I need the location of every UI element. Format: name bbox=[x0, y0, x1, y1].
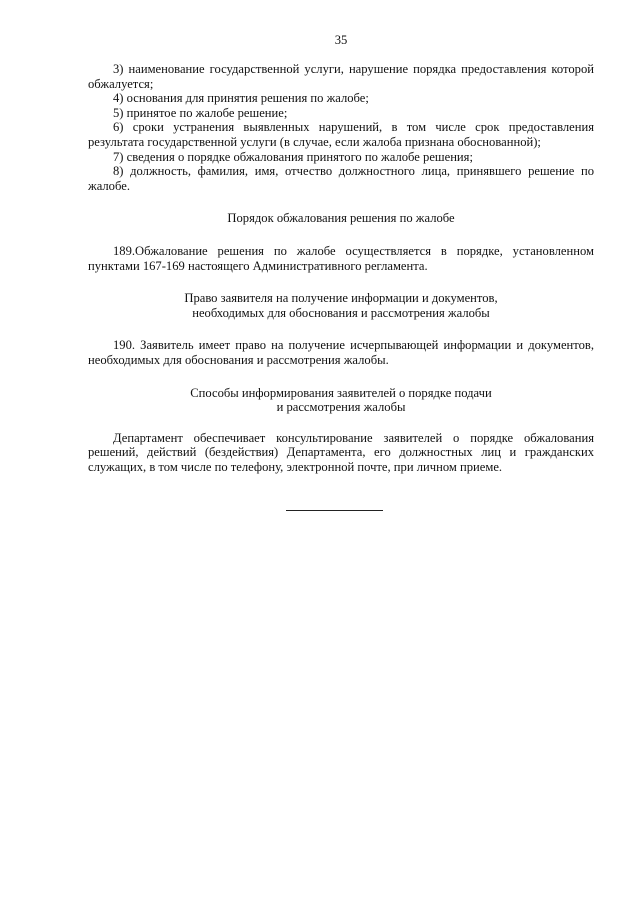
section-heading-right-to-information-line1: Право заявителя на получение информации и документов, bbox=[184, 291, 498, 306]
paragraph-190: 190. Заявитель имеет право на получение исчерпывающей информации и документов, необходимых для обоснования и рассмотрения жалобы. bbox=[88, 338, 594, 367]
list-item-6: 6) сроки устранения выявленных нарушений, в том числе срок предоставления результата государственной услуги (в случае, если жалоба признана обоснованной); bbox=[88, 120, 594, 149]
document-body bbox=[88, 62, 594, 474]
list-item-7: 7) сведения о порядке обжалования принятого по жалобе решения; bbox=[113, 149, 473, 164]
section-heading-appeal-procedure: Порядок обжалования решения по жалобе bbox=[227, 211, 455, 226]
list-item-5: 5) принятое по жалобе решение; bbox=[113, 105, 288, 120]
list-item-8: 8) должность, фамилия, имя, отчество должностного лица, принявшего решение по жалобе. bbox=[88, 164, 594, 193]
section-heading-informing-methods-line2: и рассмотрения жалобы bbox=[276, 400, 406, 415]
section-heading-right-to-information-line2: необходимых для обоснования и рассмотрения жалобы bbox=[192, 305, 490, 320]
paragraph-department: Департамент обеспечивает консультирование заявителей о порядке обжалования решений, действий (бездействия) Департамента, его должностных лиц и гражданских служащих, в том числе по телефону, электронной почте, при личном приеме. bbox=[88, 430, 594, 474]
page-number: 35 bbox=[334, 33, 348, 47]
list-item-4: 4) основания для принятия решения по жалобе; bbox=[113, 91, 369, 106]
closing-divider-line bbox=[286, 510, 383, 511]
list-item-3: 3) наименование государственной услуги, нарушение порядка предоставления которой обжалуется; bbox=[88, 62, 594, 91]
section-heading-informing-methods-line1: Способы информирования заявителей о порядке подачи bbox=[190, 385, 492, 400]
paragraph-189: 189.Обжалование решения по жалобе осуществляется в порядке, установленном пунктами 167-169 настоящего Административного регламента. bbox=[88, 243, 594, 273]
document-page bbox=[88, 0, 594, 905]
